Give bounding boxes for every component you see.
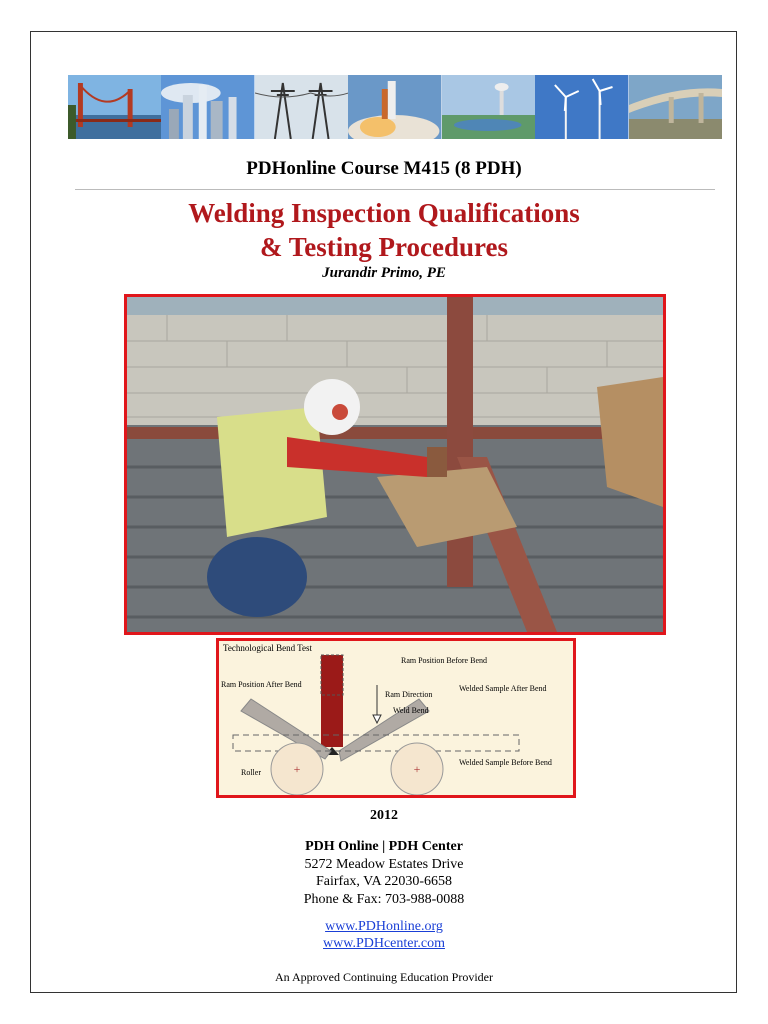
ram-after xyxy=(321,655,343,747)
svg-text:+: + xyxy=(413,762,421,776)
city-address: Fairfax, VA 22030-6658 xyxy=(316,874,452,889)
label-ram-direction: Ram Direction xyxy=(385,690,433,699)
diagram-title: Technological Bend Test xyxy=(223,643,313,653)
author-name: Jurandir Primo, PE xyxy=(322,265,446,281)
publication-year: 2012 xyxy=(370,808,398,823)
phone-fax: Phone & Fax: 703-988-0088 xyxy=(303,891,465,907)
label-sample-before: Welded Sample Before Bend xyxy=(459,758,552,767)
banner-water-treatment-plant xyxy=(442,75,535,139)
header-banner xyxy=(68,75,722,139)
street-address: 5272 Meadow Estates Drive xyxy=(304,856,464,872)
title-line-1: Welding Inspection Qualifications xyxy=(188,198,580,228)
banner-city-skyline xyxy=(161,75,254,139)
website-links xyxy=(0,918,768,952)
bend-test-diagram xyxy=(216,638,576,798)
label-ram-before: Ram Position Before Bend xyxy=(401,656,487,665)
label-ram-after: Ram Position After Bend xyxy=(221,680,302,689)
publisher-address xyxy=(0,838,768,908)
banner-space-shuttle-launch xyxy=(348,75,441,139)
welding-inspection-photo xyxy=(124,294,666,635)
footer-note: An Approved Continuing Education Provider xyxy=(275,970,493,984)
banner-power-transmission-towers xyxy=(255,75,348,139)
publisher-name: PDH Online | PDH Center xyxy=(305,839,463,854)
label-sample-after: Welded Sample After Bend xyxy=(459,684,547,693)
course-code: PDHonline Course M415 (8 PDH) xyxy=(246,158,522,179)
banner-golden-gate-bridge xyxy=(68,75,161,139)
banner-wind-turbines xyxy=(535,75,628,139)
link-pdhonline[interactable]: www.PDHonline.org xyxy=(325,919,443,934)
label-roller: Roller xyxy=(241,768,261,777)
banner-highway-overpass xyxy=(629,75,722,139)
label-weld-bend: Weld Bend xyxy=(393,706,429,715)
title-line-2: & Testing Procedures xyxy=(259,232,508,262)
svg-text:+: + xyxy=(293,762,301,776)
divider xyxy=(75,189,715,190)
link-pdhcenter[interactable]: www.PDHcenter.com xyxy=(323,936,445,951)
document-title xyxy=(0,196,768,264)
